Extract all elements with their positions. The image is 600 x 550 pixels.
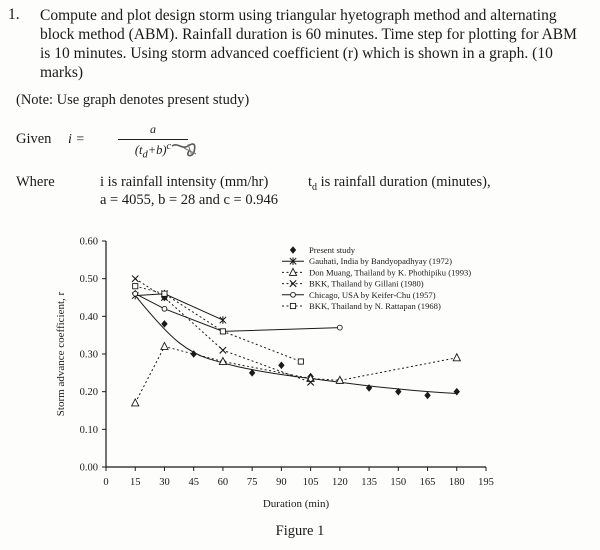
x-tick-label: 15: [129, 477, 141, 488]
legend-entry: [290, 245, 356, 255]
note-text: (Note: Use graph denotes present study): [16, 92, 250, 108]
td-text: is rainfall duration (minutes),: [317, 174, 491, 190]
legend-marker: [290, 246, 296, 254]
y-tick-label: 0.00: [79, 462, 98, 474]
where-td-definition: [308, 174, 491, 193]
legend-label: Don Muang, Thailand by K. Phothipiku (1993): [309, 267, 472, 278]
legend-entry: [282, 279, 424, 289]
storm-coefficient-chart: [0, 225, 600, 523]
y-axis-label: Storm advance coefficient, r: [55, 291, 67, 417]
data-point: [337, 325, 342, 330]
figure-caption: Figure 1: [275, 523, 325, 539]
formula-lhs: i =: [68, 132, 85, 147]
data-point: [220, 329, 225, 334]
data-point: [132, 399, 139, 406]
y-tick-label: 0.40: [79, 311, 98, 323]
data-point: [220, 347, 226, 353]
data-point: [220, 316, 226, 324]
data-point: [453, 354, 460, 361]
legend-entry: [282, 267, 471, 277]
question-number: 1.: [8, 6, 20, 23]
series-3: [132, 342, 461, 406]
data-point: [162, 306, 167, 311]
legend-entry: [282, 290, 436, 300]
data-point: [133, 284, 138, 289]
where-line-1: i is rainfall intensity (mm/hr): [100, 174, 269, 190]
legend-marker: [290, 280, 296, 286]
x-tick-label: 90: [276, 477, 287, 488]
y-tick-label: 0.10: [79, 424, 98, 436]
x-tick-label: 45: [188, 477, 199, 488]
y-tick-label: 0.50: [79, 274, 98, 286]
y-tick-label: 0.60: [79, 236, 98, 248]
legend-marker: [289, 268, 296, 275]
where-label: Where: [16, 174, 55, 190]
y-tick-label: 0.30: [79, 349, 98, 361]
data-point: [454, 388, 460, 396]
x-tick-label: 150: [390, 477, 407, 488]
series-line: [135, 346, 457, 403]
legend-entry: [282, 256, 452, 266]
legend-label: Gauhati, India by Bandyopadhyay (1972): [309, 256, 452, 267]
legend-label: Present study: [309, 245, 356, 255]
x-tick-label: 165: [419, 477, 436, 488]
legend-label: Chicago, USA by Keifer-Chu (1957): [309, 289, 436, 300]
data-point: [132, 275, 138, 281]
data-point: [161, 342, 168, 349]
x-tick-label: 195: [478, 477, 494, 488]
data-point: [162, 291, 167, 296]
series-2: [132, 290, 226, 324]
formula-numerator: a: [150, 122, 156, 136]
legend-marker: [291, 292, 296, 297]
x-tick-label: 120: [331, 477, 348, 488]
where-line-2: a = 4055, b = 28 and c = 0.946: [100, 192, 278, 208]
data-point: [298, 359, 303, 364]
given-label: Given: [16, 131, 52, 147]
x-tick-label: 135: [361, 477, 377, 488]
x-axis-label: Duration (min): [262, 498, 330, 510]
td-symbol: $t_d$: [308, 174, 318, 193]
x-tick-label: 180: [448, 477, 465, 488]
data-point: [278, 362, 284, 370]
formula-denominator: $(t_d+b)^c$: [134, 141, 172, 161]
series-line: [135, 294, 223, 320]
x-tick-label: 30: [159, 477, 170, 488]
series-6: [133, 284, 304, 365]
x-tick-label: 75: [246, 477, 258, 488]
pen-scribble-icon: [170, 140, 204, 160]
legend-marker: [290, 303, 295, 308]
y-tick-label: 0.20: [79, 387, 98, 399]
legend-label: BKK, Thailand by Gillani (1980): [309, 278, 424, 289]
data-point: [424, 392, 430, 400]
legend-label: BKK, Thailand by N. Rattapan (1968): [309, 301, 441, 311]
question-text: Compute and plot design storm using triangular hyetograph method and alternating block method (ABM). Rainfall duration is 60 minutes. Time step for plotting for ABM is 10 minutes. Using storm advanced coefficient (r) which is shown in a graph. (10 marks): [40, 7, 577, 81]
x-tick-label: 105: [302, 477, 319, 488]
x-tick-label: 0: [103, 477, 109, 488]
x-tick-label: 60: [217, 477, 229, 488]
legend-entry: [282, 301, 441, 311]
data-point: [133, 291, 138, 296]
denominator-td: $t_d$: [139, 143, 148, 161]
